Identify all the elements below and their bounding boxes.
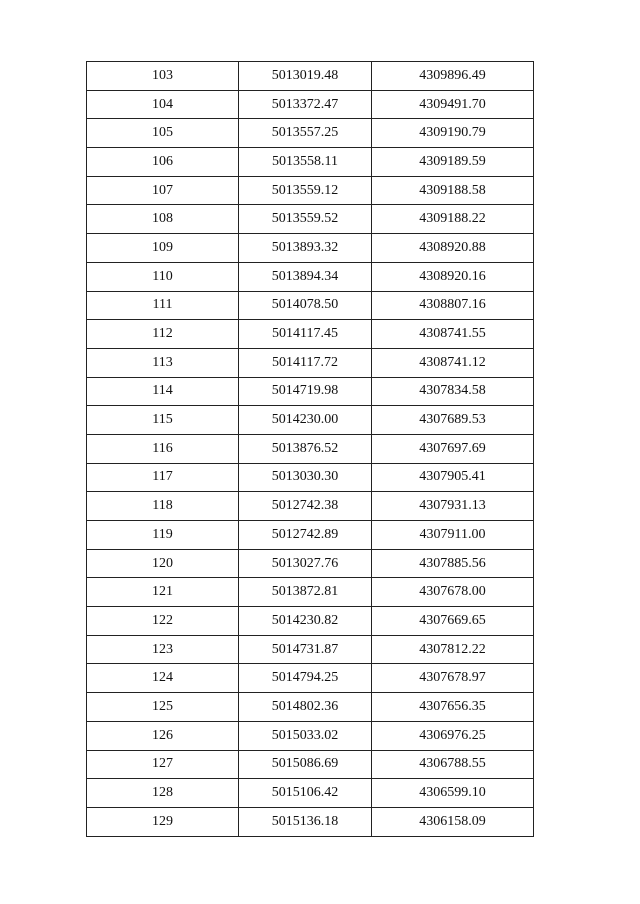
y-coordinate-cell: 4306788.55 (372, 750, 534, 779)
point-number-cell: 106 (87, 148, 239, 177)
table-row (87, 463, 534, 492)
table-row (87, 664, 534, 693)
table-row (87, 779, 534, 808)
point-number-cell: 109 (87, 234, 239, 263)
point-number-cell: 122 (87, 607, 239, 636)
y-coordinate-cell: 4307678.00 (372, 578, 534, 607)
point-number-cell: 118 (87, 492, 239, 521)
point-number-cell: 125 (87, 693, 239, 722)
y-coordinate-cell: 4307911.00 (372, 521, 534, 550)
point-number-cell: 112 (87, 320, 239, 349)
table-row (87, 205, 534, 234)
y-coordinate-cell: 4307931.13 (372, 492, 534, 521)
y-coordinate-cell: 4307697.69 (372, 434, 534, 463)
table-row (87, 148, 534, 177)
y-coordinate-cell: 4307678.97 (372, 664, 534, 693)
x-coordinate-cell: 5013872.81 (239, 578, 372, 607)
point-number-cell: 126 (87, 721, 239, 750)
y-coordinate-cell: 4308807.16 (372, 291, 534, 320)
y-coordinate-cell: 4307834.58 (372, 377, 534, 406)
x-coordinate-cell: 5014230.82 (239, 607, 372, 636)
y-coordinate-cell: 4308741.55 (372, 320, 534, 349)
x-coordinate-cell: 5013372.47 (239, 90, 372, 119)
point-number-cell: 103 (87, 62, 239, 91)
x-coordinate-cell: 5014117.72 (239, 348, 372, 377)
table-row (87, 434, 534, 463)
x-coordinate-cell: 5013876.52 (239, 434, 372, 463)
x-coordinate-cell: 5015136.18 (239, 807, 372, 836)
x-coordinate-cell: 5012742.38 (239, 492, 372, 521)
y-coordinate-cell: 4307905.41 (372, 463, 534, 492)
x-coordinate-cell: 5015033.02 (239, 721, 372, 750)
y-coordinate-cell: 4309188.58 (372, 176, 534, 205)
table-row (87, 119, 534, 148)
table-row (87, 377, 534, 406)
x-coordinate-cell: 5015086.69 (239, 750, 372, 779)
y-coordinate-cell: 4307656.35 (372, 693, 534, 722)
point-number-cell: 113 (87, 348, 239, 377)
x-coordinate-cell: 5014794.25 (239, 664, 372, 693)
table-row (87, 234, 534, 263)
point-number-cell: 120 (87, 549, 239, 578)
x-coordinate-cell: 5013559.12 (239, 176, 372, 205)
coordinate-table-body (87, 62, 534, 837)
point-number-cell: 129 (87, 807, 239, 836)
point-number-cell: 116 (87, 434, 239, 463)
y-coordinate-cell: 4308741.12 (372, 348, 534, 377)
table-row (87, 549, 534, 578)
y-coordinate-cell: 4307689.53 (372, 406, 534, 435)
point-number-cell: 117 (87, 463, 239, 492)
point-number-cell: 124 (87, 664, 239, 693)
table-row (87, 492, 534, 521)
table-row (87, 578, 534, 607)
x-coordinate-cell: 5014802.36 (239, 693, 372, 722)
table-row (87, 693, 534, 722)
y-coordinate-cell: 4309188.22 (372, 205, 534, 234)
table-row (87, 521, 534, 550)
x-coordinate-cell: 5014078.50 (239, 291, 372, 320)
coordinate-table (86, 61, 534, 837)
table-row (87, 62, 534, 91)
x-coordinate-cell: 5015106.42 (239, 779, 372, 808)
table-row (87, 320, 534, 349)
y-coordinate-cell: 4306158.09 (372, 807, 534, 836)
point-number-cell: 123 (87, 635, 239, 664)
point-number-cell: 115 (87, 406, 239, 435)
y-coordinate-cell: 4309189.59 (372, 148, 534, 177)
y-coordinate-cell: 4307669.65 (372, 607, 534, 636)
y-coordinate-cell: 4308920.16 (372, 262, 534, 291)
x-coordinate-cell: 5014731.87 (239, 635, 372, 664)
point-number-cell: 128 (87, 779, 239, 808)
table-row (87, 90, 534, 119)
y-coordinate-cell: 4308920.88 (372, 234, 534, 263)
point-number-cell: 114 (87, 377, 239, 406)
point-number-cell: 105 (87, 119, 239, 148)
x-coordinate-cell: 5014117.45 (239, 320, 372, 349)
x-coordinate-cell: 5013557.25 (239, 119, 372, 148)
x-coordinate-cell: 5013027.76 (239, 549, 372, 578)
x-coordinate-cell: 5013030.30 (239, 463, 372, 492)
point-number-cell: 107 (87, 176, 239, 205)
table-row (87, 635, 534, 664)
y-coordinate-cell: 4307812.22 (372, 635, 534, 664)
point-number-cell: 127 (87, 750, 239, 779)
y-coordinate-cell: 4309896.49 (372, 62, 534, 91)
table-row (87, 750, 534, 779)
point-number-cell: 104 (87, 90, 239, 119)
y-coordinate-cell: 4306599.10 (372, 779, 534, 808)
y-coordinate-cell: 4309491.70 (372, 90, 534, 119)
point-number-cell: 110 (87, 262, 239, 291)
y-coordinate-cell: 4309190.79 (372, 119, 534, 148)
point-number-cell: 121 (87, 578, 239, 607)
table-row (87, 176, 534, 205)
table-row (87, 262, 534, 291)
x-coordinate-cell: 5013019.48 (239, 62, 372, 91)
x-coordinate-cell: 5013893.32 (239, 234, 372, 263)
table-row (87, 607, 534, 636)
point-number-cell: 119 (87, 521, 239, 550)
x-coordinate-cell: 5014230.00 (239, 406, 372, 435)
table-row (87, 348, 534, 377)
point-number-cell: 111 (87, 291, 239, 320)
table-row (87, 807, 534, 836)
table-row (87, 291, 534, 320)
x-coordinate-cell: 5012742.89 (239, 521, 372, 550)
point-number-cell: 108 (87, 205, 239, 234)
y-coordinate-cell: 4306976.25 (372, 721, 534, 750)
x-coordinate-cell: 5013558.11 (239, 148, 372, 177)
y-coordinate-cell: 4307885.56 (372, 549, 534, 578)
x-coordinate-cell: 5014719.98 (239, 377, 372, 406)
x-coordinate-cell: 5013894.34 (239, 262, 372, 291)
table-row (87, 406, 534, 435)
table-row (87, 721, 534, 750)
x-coordinate-cell: 5013559.52 (239, 205, 372, 234)
